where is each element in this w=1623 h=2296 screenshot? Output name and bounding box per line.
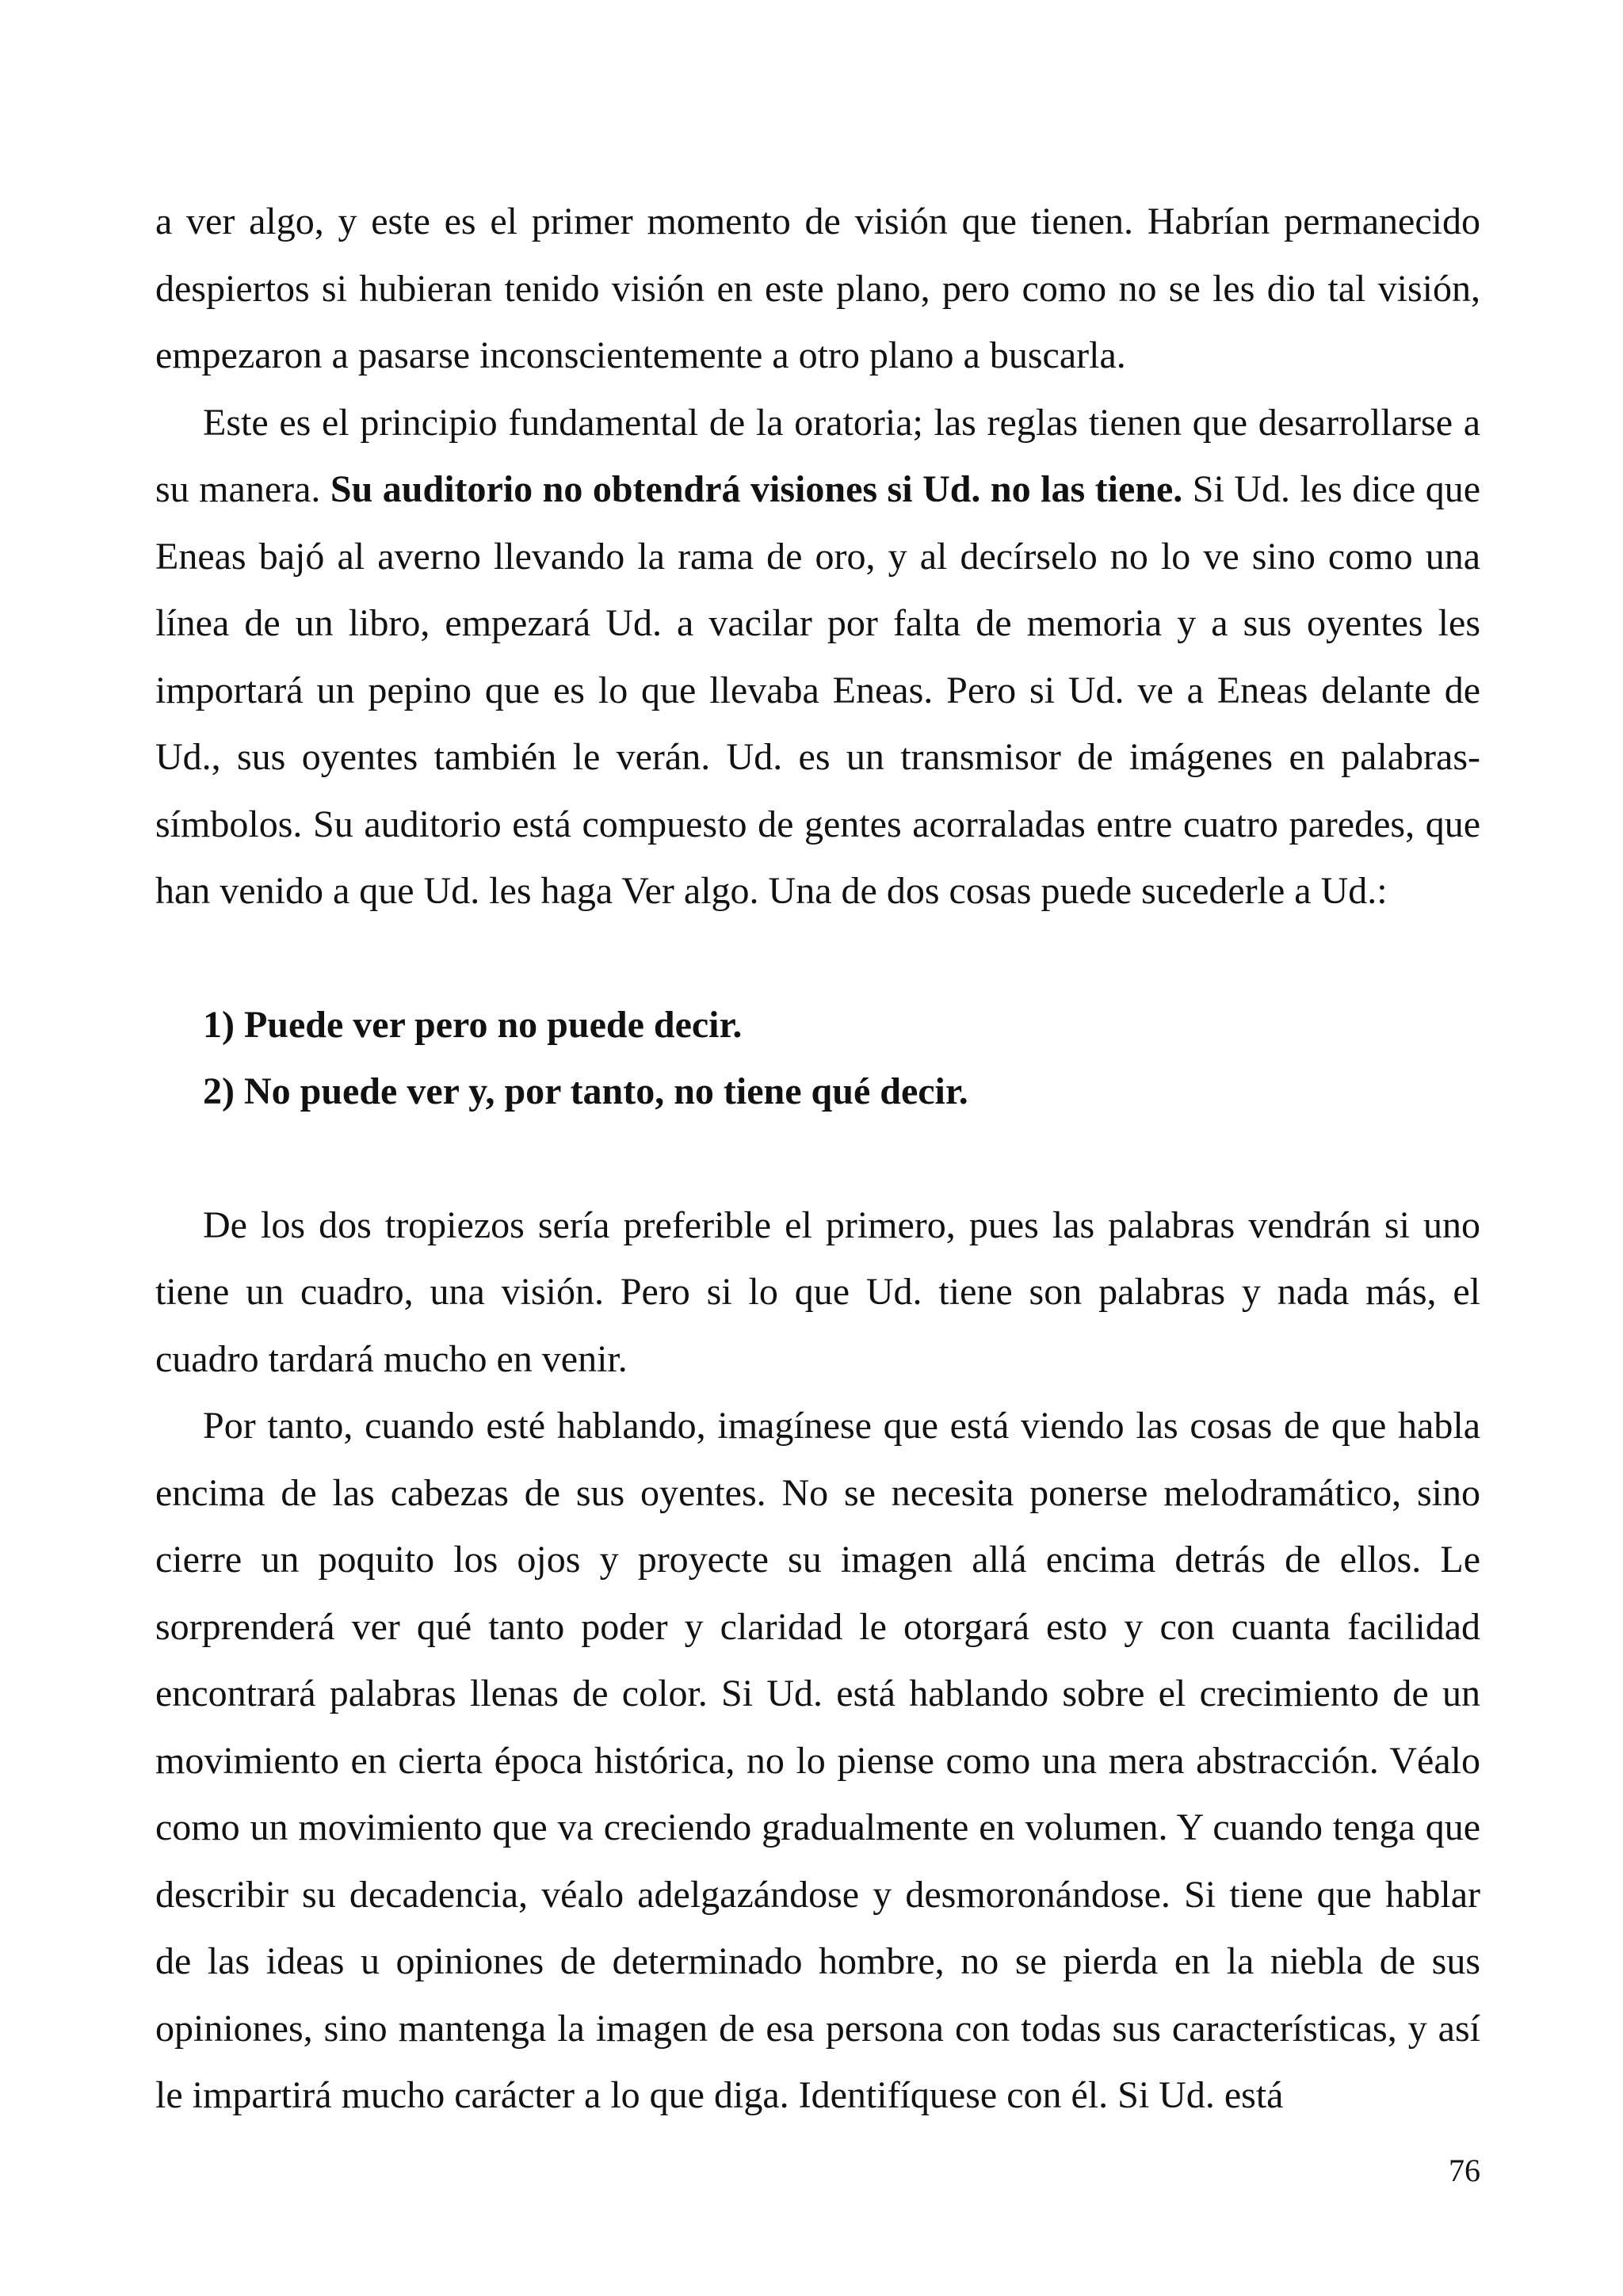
body-text	[155, 189, 1480, 2130]
paragraph-2	[155, 390, 1480, 925]
paragraph-2-text-start: Este es el principio fundamental de la oratoria; las reglas tienen que desarrollarse a su manera.	[155, 401, 1480, 510]
paragraph-4: Por tanto, cuando esté hablando, imagínese que está viendo las cosas de que habla encima de las cabezas de sus oyentes. No se necesita ponerse melodramático, sino cierre un poquito los ojos y proyecte su imagen allá encima detrás de ellos. Le sorprenderá ver qué tanto poder y claridad le otorgará esto y con cuanta facilidad encontrará palabras llenas de color. Si Ud. está hablando sobre el crecimiento de un movimiento en cierta época histórica, no lo piense como una mera abstracción. Véalo como un movimiento que va creciendo gradualmente en volumen. Y cuando tenga que describir su decadencia, véalo adelgazándose y desmoronándose. Si tiene que hablar de las ideas u opiniones de determinado hombre, no se pierda en la niebla de sus opiniones, sino mantenga la imagen de esa persona con todas sus características, y así le impartirá mucho carácter a lo que diga. Identifíquese con él. Si Ud. está	[155, 1405, 1480, 2116]
page-number: 76	[1449, 2153, 1480, 2188]
paragraph-2-bold-text: Su auditorio no obtendrá visiones si Ud. no las tiene.	[330, 468, 1183, 510]
list-item-1: 1) Puede ver pero no puede decir.	[203, 1003, 743, 1046]
paragraph-1: a ver algo, y este es el primer momento de visión que tienen. Habrían permanecido despiertos si hubieran tenido visión en este plano, pero como no se les dio tal visión, empezaron a pasarse inconscientemente a otro plano a buscarla.	[155, 200, 1480, 376]
list-item-2: 2) No puede ver y, por tanto, no tiene qué decir.	[203, 1070, 968, 1112]
paragraph-2-text-end: Si Ud. les dice que Eneas bajó al averno llevando la rama de oro, y al decírselo no lo ve sino como una línea de un libro, empezará Ud. a vacilar por falta de memoria y a sus oyentes les importará un pepino que es lo que llevaba Eneas. Pero si Ud. ve a Eneas delante de Ud., sus oyentes también le verán. Ud. es un transmisor de imágenes en palabras-símbolos. Su auditorio está compuesto de gentes acorraladas entre cuatro paredes, que han venido a que Ud. les haga Ver algo. Una de dos cosas puede sucederle a Ud.:	[155, 468, 1481, 912]
paragraph-3: De los dos tropiezos sería preferible el primero, pues las palabras vendrán si uno tiene un cuadro, una visión. Pero si lo que Ud. tiene son palabras y nada más, el cuadro tardará mucho en venir.	[155, 1203, 1480, 1380]
numbered-list	[155, 992, 1480, 1126]
